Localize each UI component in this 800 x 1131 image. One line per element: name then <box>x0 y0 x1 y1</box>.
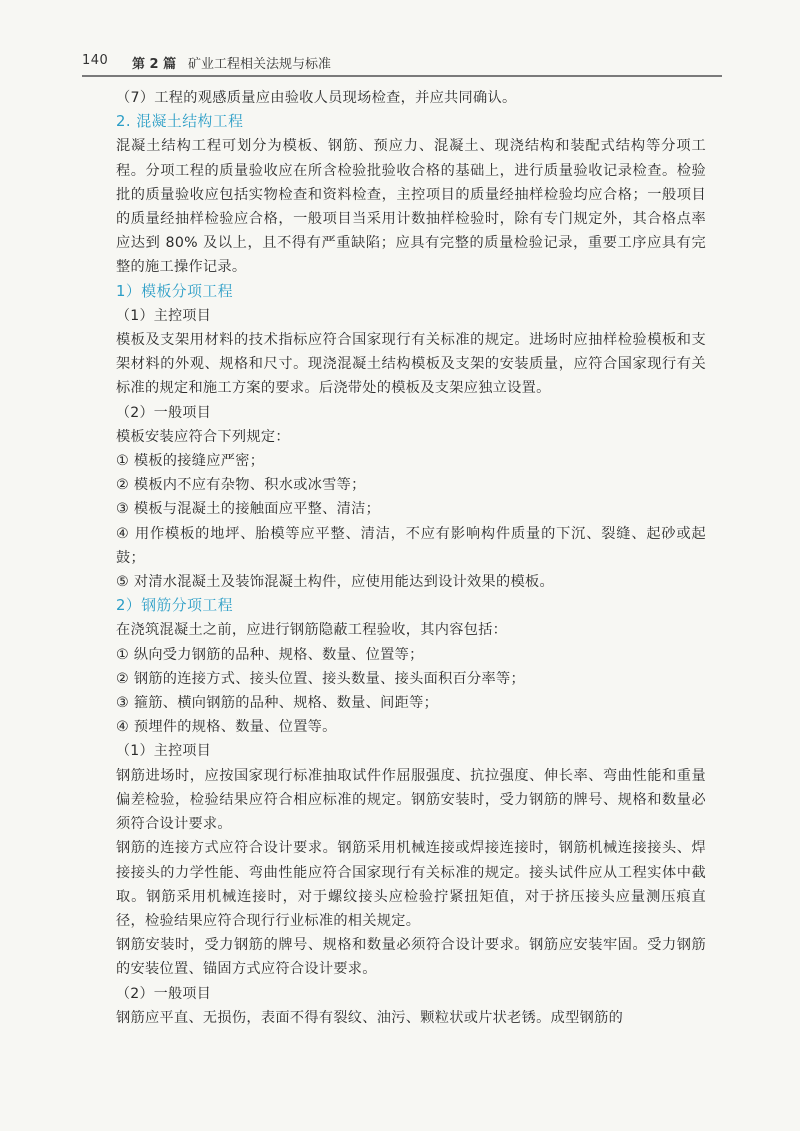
list-item: ① 纵向受力钢筋的品种、规格、数量、位置等； <box>116 646 424 663</box>
header-rule <box>82 75 722 77</box>
list-item: ⑤ 对清水混凝土及装饰混凝土构件，应使用能达到设计效果的模板。 <box>116 574 554 591</box>
paragraph: 钢筋进场时，应按国家现行标准抽取试件作屈服强度、抗拉强度、伸长率、弯曲性能和重量偏差检验，检验结果应符合相应标准的规定。钢筋安装时，受力钢筋的牌号、规格和数量必须符合设计要求。 <box>116 767 706 833</box>
list-item: ③ 模板与混凝土的接触面应平整、清洁； <box>116 501 381 518</box>
paragraph: 钢筋安装时，受力钢筋的牌号、规格和数量必须符合设计要求。钢筋应安装牢固。受力钢筋的安装位置、锚固方式应符合设计要求。 <box>116 937 706 978</box>
paragraph: 模板及支架用材料的技术指标应符合国家现行有关标准的规定。进场时应抽样检验模板和支架材料的外观、规格和尺寸。现浇混凝土结构模板及支架的安装质量，应符合国家现行有关标准的规定和施工方案的要求。后浇带处的模板及支架应独立设置。 <box>116 332 706 397</box>
page-header <box>0 0 800 80</box>
paragraph: 在浇筑混凝土之前，应进行钢筋隐蔽工程验收，其内容包括： <box>116 622 508 639</box>
subsection-heading: 2）钢筋分项工程 <box>116 597 233 615</box>
list-item: ③ 箍筋、横向钢筋的品种、规格、数量、间距等； <box>116 695 439 712</box>
list-item: ④ 用作模板的地坪、胎模等应平整、清洁，不应有影响构件质量的下沉、裂缝、起砂或起鼓； <box>116 525 706 566</box>
item-heading: （1）主控项目 <box>116 307 212 324</box>
section-heading: 2. 混凝土结构工程 <box>116 113 244 131</box>
item-heading: （1）主控项目 <box>116 743 212 760</box>
item-heading: （2）一般项目 <box>116 404 212 421</box>
list-item: ① 模板的接缝应严密； <box>116 453 265 470</box>
page-number: 140 <box>82 53 109 68</box>
paragraph: （7）工程的观感质量应由验收人员现场检查，并应共同确认。 <box>116 90 517 106</box>
page-body <box>116 86 706 1030</box>
chapter-title: 矿业工程相关法规与标准 <box>188 57 332 72</box>
list-item: ② 模板内不应有杂物、积水或冰雪等； <box>116 477 366 494</box>
part-label: 第 2 篇 <box>132 57 177 72</box>
paragraph: 钢筋应平直、无损伤，表面不得有裂纹、油污、颗粒状或片状老锈。成型钢筋的 <box>116 1009 624 1026</box>
paragraph: 钢筋的连接方式应符合设计要求。钢筋采用机械连接或焊接连接时，钢筋机械连接接头、焊接接头的力学性能、弯曲性能应符合国家现行有关标准的规定。接头试件应从工程实体中截取。钢筋采用机械连接时，对于螺纹接头应检验拧紧扭矩值，对于挤压接头应量测压痕直径，检验结果应符合现行行业标准的相关规定。 <box>116 840 706 929</box>
subsection-heading: 1）模板分项工程 <box>116 282 233 300</box>
item-heading: （2）一般项目 <box>116 985 212 1002</box>
list-item: ② 钢筋的连接方式、接头位置、接头数量、接头面积百分率等； <box>116 670 525 687</box>
paragraph: 混凝土结构工程可划分为模板、钢筋、预应力、混凝土、现浇结构和装配式结构等分项工程。分项工程的质量验收应在所含检验批验收合格的基础上，进行质量验收记录检查。检验批的质量验收应包括实物检查和资料检查，主控项目的质量经抽样检验均应合格；一般项目的质量经抽样检验应合格，一般项目当采用计数抽样检验时，除有专门规定外，其合格点率应达到 80% 及以上，且不得有严重缺陷；应具有完整的质量检验记录，重要工序应具有完整的施工操作记录。 <box>116 138 706 276</box>
paragraph: 模板安装应符合下列规定： <box>116 428 290 445</box>
list-item: ④ 预埋件的规格、数量、位置等。 <box>116 719 337 736</box>
